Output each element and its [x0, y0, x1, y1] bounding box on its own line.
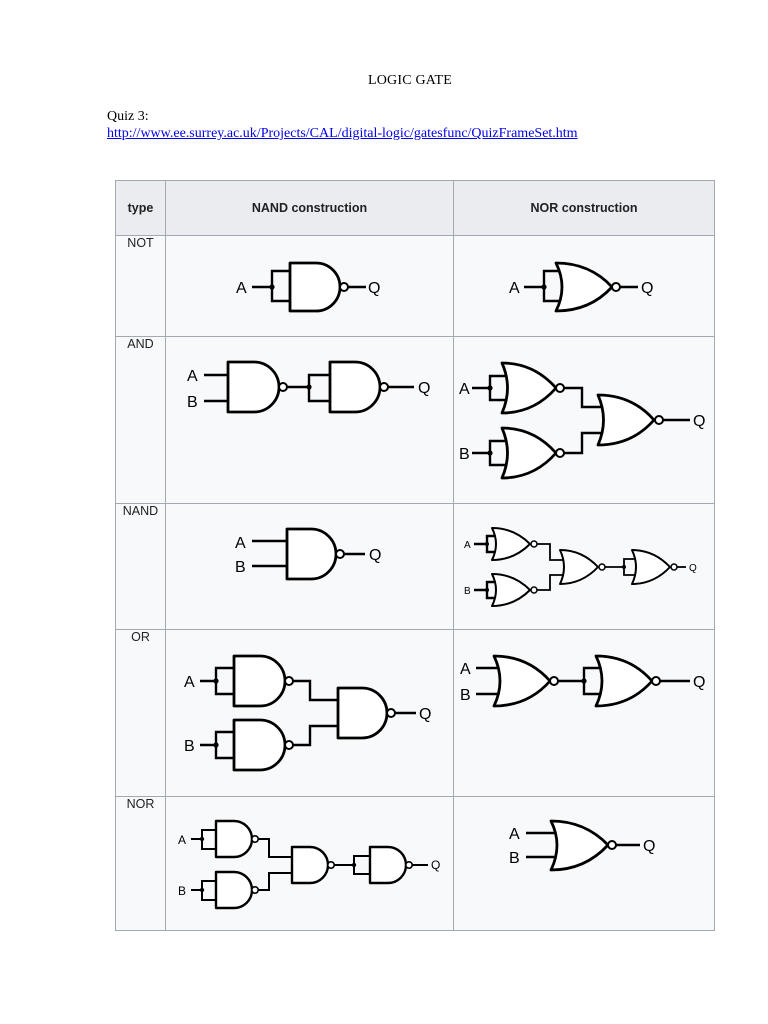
nor-gate-3: [560, 550, 598, 584]
or-from-nand-diagram: [166, 630, 452, 796]
nor-gate-2: [502, 428, 556, 478]
output-q-label: Q: [431, 858, 441, 872]
nand-gate-2: [234, 720, 285, 770]
input-a-label: A: [509, 280, 520, 297]
nand-from-nor-diagram: [454, 504, 714, 629]
input-a-label: A: [178, 833, 187, 847]
nor-construction-not: [454, 236, 715, 337]
nor-direct-diagram: [454, 797, 714, 930]
output-q-label: Q: [368, 280, 381, 297]
output-q-label: Q: [693, 413, 706, 430]
nand-gate: [287, 529, 336, 579]
nor-gate: [551, 821, 608, 870]
nor-gate-2: [492, 574, 530, 606]
input-a-label: A: [187, 368, 198, 385]
row-type-nand: NAND: [116, 504, 166, 630]
and-from-nor-diagram: [454, 337, 714, 503]
nor-gate: [556, 263, 612, 311]
header-type: type: [116, 181, 166, 236]
nor-gate-1: [502, 363, 556, 413]
input-a-label: A: [460, 661, 471, 678]
not-from-nand-diagram: [166, 236, 452, 336]
input-b-label: B: [187, 394, 198, 411]
nor-gate-4: [632, 550, 670, 584]
nand-direct-diagram: [166, 504, 452, 629]
nand-gate-3: [292, 847, 328, 883]
input-a-label: A: [235, 535, 246, 552]
table-row: [116, 797, 715, 931]
nor-gate-2: [596, 656, 652, 706]
nor-gate-1: [492, 528, 530, 560]
page-title: LOGIC GATE: [367, 73, 453, 88]
nand-gate-2: [330, 362, 380, 412]
and-from-nand-diagram: [166, 337, 452, 503]
nor-construction-nand: [454, 504, 715, 630]
output-q-label: Q: [418, 380, 431, 397]
row-type-not: NOT: [116, 236, 166, 337]
or-from-nor-diagram: [454, 630, 714, 796]
row-type-nor: NOR: [116, 797, 166, 931]
nand-gate-3: [338, 688, 387, 738]
logic-gate-table: [115, 180, 715, 931]
quiz-label: Quiz 3:: [107, 109, 149, 124]
output-q-label: Q: [693, 674, 706, 691]
output-q-label: Q: [689, 563, 697, 574]
nand-construction-nor: [166, 797, 454, 931]
row-type-and: AND: [116, 337, 166, 504]
output-q-label: Q: [369, 547, 382, 564]
input-a-label: A: [509, 826, 520, 843]
input-a-label: A: [459, 381, 470, 398]
nand-gate-1: [228, 362, 279, 412]
nand-gate-1: [234, 656, 285, 706]
input-b-label: B: [184, 738, 195, 755]
input-b-label: B: [464, 586, 471, 597]
table-row: [116, 504, 715, 630]
nand-gate-2: [216, 872, 252, 908]
table-row: [116, 236, 715, 337]
input-a-label: A: [184, 674, 195, 691]
nor-construction-nor: [454, 797, 715, 931]
input-b-label: B: [178, 884, 187, 898]
nand-gate-1: [216, 821, 252, 857]
quiz-link[interactable]: http://www.ee.surrey.ac.uk/Projects/CAL/digital-logic/gatesfunc/QuizFrameSet.htm: [107, 126, 578, 141]
nor-gate-3: [598, 395, 654, 445]
output-q-label: Q: [643, 838, 656, 855]
header-nor-construction: NOR construction: [454, 181, 715, 236]
table-header-row: [116, 181, 715, 236]
nand-gate-4: [370, 847, 406, 883]
not-from-nor-diagram: [454, 236, 714, 336]
output-q-label: Q: [641, 280, 654, 297]
nor-construction-and: [454, 337, 715, 504]
input-a-label: A: [464, 540, 471, 551]
input-b-label: B: [460, 687, 471, 704]
row-type-or: OR: [116, 630, 166, 797]
header-nand-construction: NAND construction: [166, 181, 454, 236]
nor-construction-or: [454, 630, 715, 797]
input-a-label: A: [236, 280, 247, 297]
nand-construction-not: [166, 236, 454, 337]
nor-from-nand-diagram: [166, 797, 452, 930]
nor-gate-1: [494, 656, 550, 706]
nand-construction-nand: [166, 504, 454, 630]
nand-construction-and: [166, 337, 454, 504]
nand-construction-or: [166, 630, 454, 797]
nand-gate: [290, 263, 340, 311]
output-q-label: Q: [419, 706, 432, 723]
input-b-label: B: [235, 559, 246, 576]
input-b-label: B: [509, 850, 520, 867]
table-row: [116, 630, 715, 797]
table-row: [116, 337, 715, 504]
input-b-label: B: [459, 446, 470, 463]
